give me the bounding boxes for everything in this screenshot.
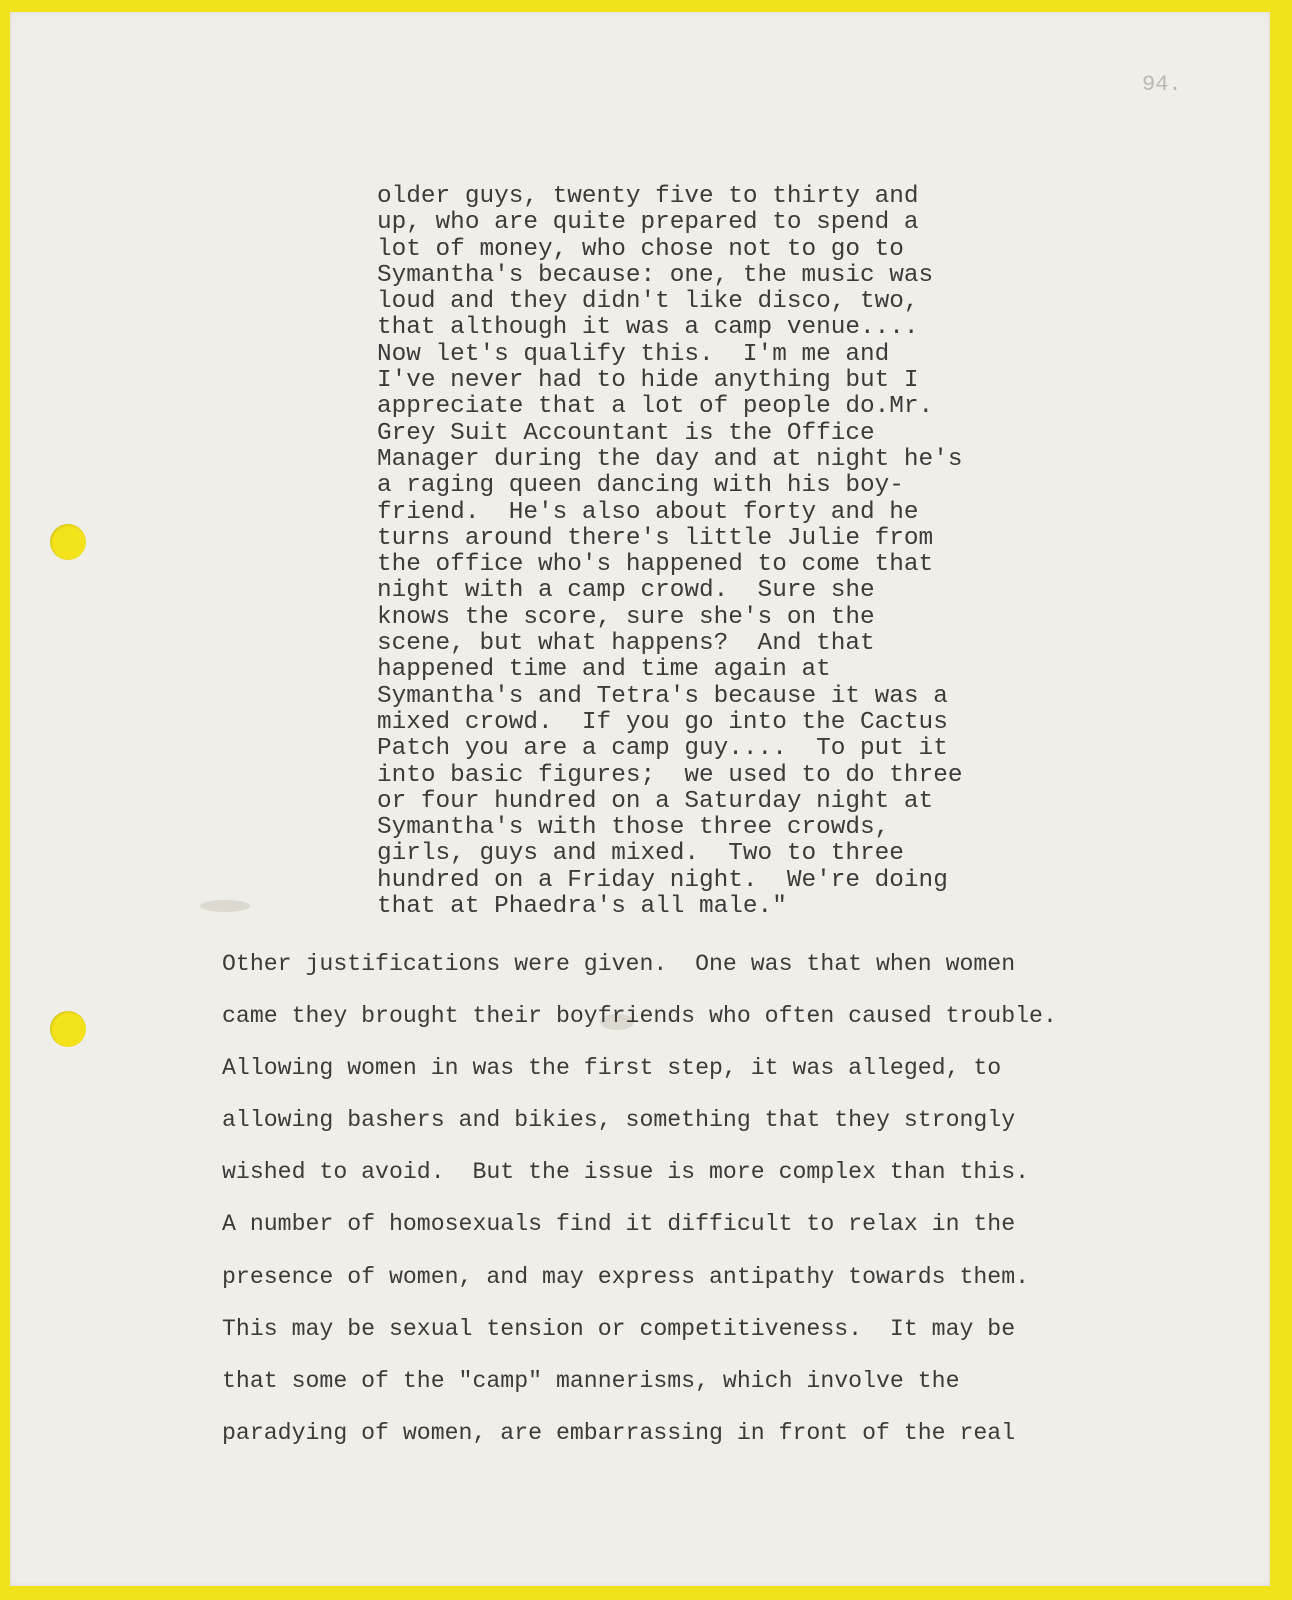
quote-line: Manager during the day and at night he's	[377, 445, 963, 473]
quote-line: into basic figures; we used to do three	[377, 761, 963, 789]
quote-line: happened time and time again at	[377, 656, 831, 684]
body-line: Allowing women in was the first step, it was alleged, to	[222, 1055, 1002, 1082]
quote-line: mixed crowd. If you go into the Cactus	[377, 708, 948, 736]
quote-line: knows the score, sure she's on the	[377, 603, 875, 631]
quote-line: girls, guys and mixed. Two to three	[377, 840, 904, 868]
quote-line: that although it was a camp venue....	[377, 314, 919, 342]
quote-line: night with a camp crowd. Sure she	[377, 577, 875, 605]
quote-line: friend. He's also about forty and he	[377, 498, 919, 526]
document-page	[10, 12, 1270, 1586]
smudge-mark	[200, 900, 250, 912]
quote-line: Symantha's because: one, the music was	[377, 261, 934, 289]
quote-line: that at Phaedra's all male."	[377, 893, 787, 921]
body-line: paradying of women, are embarrassing in front of the real	[222, 1419, 1016, 1446]
quote-line: or four hundred on a Saturday night at	[377, 787, 934, 815]
quote-line: turns around there's little Julie from	[377, 524, 934, 552]
body-line: that some of the "camp" mannerisms, which involve the	[222, 1367, 960, 1394]
body-paragraph	[222, 938, 1057, 1459]
quote-line: the office who's happened to come that	[377, 551, 934, 579]
quote-line: lot of money, who chose not to go to	[377, 235, 904, 263]
body-line: presence of women, and may express antipathy towards them.	[222, 1263, 1030, 1290]
quote-line: older guys, twenty five to thirty and	[377, 183, 919, 210]
quote-line: Now let's qualify this. I'm me and	[377, 340, 890, 368]
quote-line: Symantha's and Tetra's because it was a	[377, 682, 948, 710]
page-number: 94.	[1142, 72, 1182, 97]
body-line: wished to avoid. But the issue is more complex than this.	[222, 1159, 1030, 1186]
quote-line: Symantha's with those three crowds,	[377, 814, 890, 842]
quote-line: up, who are quite prepared to spend a	[377, 209, 919, 237]
body-line: A number of homosexuals find it difficult to relax in the	[222, 1211, 1016, 1238]
quote-line: I've never had to hide anything but I	[377, 367, 919, 395]
body-line: allowing bashers and bikies, something that they strongly	[222, 1107, 1016, 1134]
binder-hole-lower	[50, 1011, 86, 1047]
body-line: Other justifications were given. One was that when women	[222, 951, 1016, 977]
quote-line: a raging queen dancing with his boy-	[377, 472, 904, 500]
quote-line: hundred on a Friday night. We're doing	[377, 866, 948, 894]
quote-line: scene, but what happens? And that	[377, 630, 875, 658]
body-line: This may be sexual tension or competitiveness. It may be	[222, 1315, 1016, 1342]
binder-hole-upper	[50, 524, 86, 560]
body-line: came they brought their boyfriends who often caused trouble.	[222, 1003, 1057, 1030]
block-quote	[377, 184, 962, 920]
quote-line: appreciate that a lot of people do.Mr.	[377, 393, 934, 421]
quote-line: Grey Suit Accountant is the Office	[377, 419, 875, 447]
quote-line: loud and they didn't like disco, two,	[377, 288, 919, 316]
quote-line: Patch you are a camp guy.... To put it	[377, 735, 948, 763]
